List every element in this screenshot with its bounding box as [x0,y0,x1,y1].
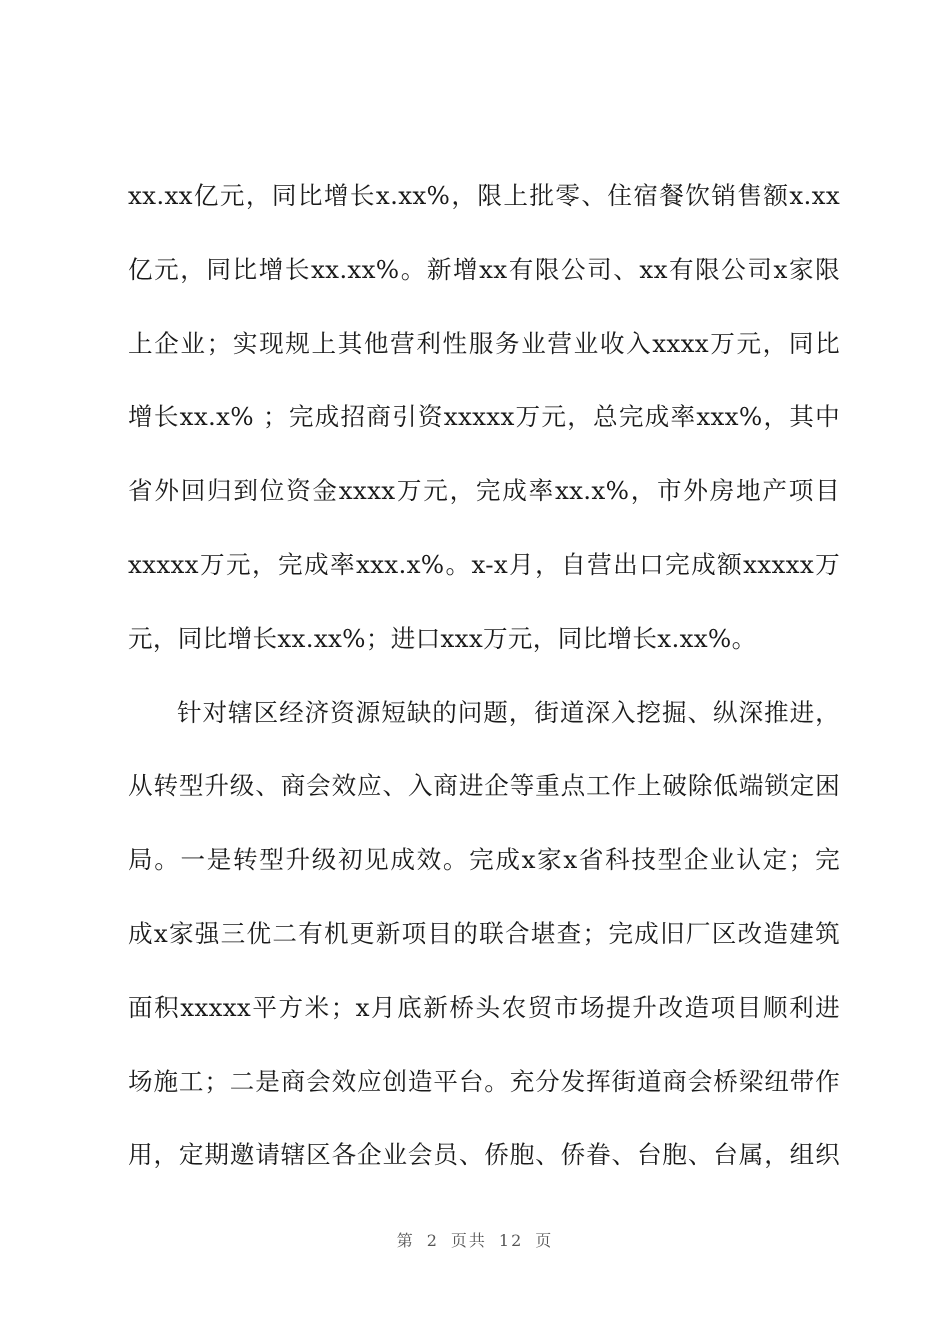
footer-mid: 页共 [450,1231,487,1250]
text-line: 成x家强三优二有机更新项目的联合堪查；完成旧厂区改造建筑 [128,918,840,948]
text-line: 上企业；实现规上其他营利性服务业营业收入xxxx万元，同比 [128,328,840,358]
footer-suffix: 页 [535,1231,554,1250]
text-line: 局。一是转型升级初见成效。完成x家x省科技型企业认定；完 [128,845,840,875]
total-page-count: 12 [498,1231,524,1250]
text-line: 从转型升级、商会效应、入商进企等重点工作上破除低端锁定困 [128,771,840,801]
text-line: 亿元，同比增长xx.xx%。新增xx有限公司、xx有限公司x家限 [128,254,840,284]
paragraph-first-line: 针对辖区经济资源短缺的问题，街道深入挖掘、纵深推进， [177,697,840,727]
text-line: 省外回归到位资金xxxx万元，完成率xx.x%，市外房地产项目 [128,476,840,506]
footer-prefix: 第 [396,1231,415,1250]
text-line: xx.xx亿元，同比增长x.xx%，限上批零、住宿餐饮销售额x.xx [128,181,840,210]
current-page-number: 2 [426,1231,439,1250]
text-line: 增长xx.x% ；完成招商引资xxxxx万元，总完成率xxx%，其中 [128,402,840,432]
body-text [128,171,840,1204]
text-line: xxxxx万元，完成率xxx.x%。x-x月，自营出口完成额xxxxx万 [128,549,840,579]
text-line: 场施工；二是商会效应创造平台。充分发挥街道商会桥梁纽带作 [128,1066,840,1096]
text-line: 面积xxxxx平方米；x月底新桥头农贸市场提升改造项目顺利进 [128,992,840,1022]
page-footer [0,1228,950,1251]
text-line: 元，同比增长xx.xx%；进口xxx万元，同比增长x.xx%。 [128,623,757,653]
text-line: 用，定期邀请辖区各企业会员、侨胞、侨眷、台胞、台属，组织 [128,1140,840,1170]
